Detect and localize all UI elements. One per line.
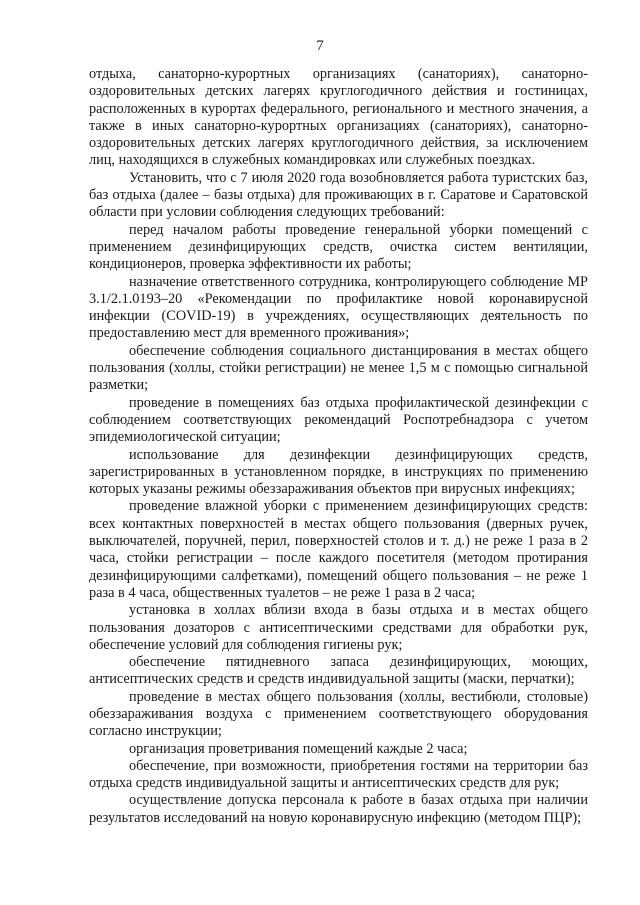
paragraph: перед началом работы проведение генеральной уборки помещений с применением дезинфицирующих средств, очистка систем вентиляции, кондиционеров, проверка эффективности их работы; (89, 221, 588, 273)
paragraph: использование для дезинфекции дезинфицирующих средств, зарегистрированных в установленном порядке, в инструкциях по применению которых указаны режимы обеззараживания объектов при вирусных инфекциях; (89, 446, 588, 498)
paragraph: назначение ответственного сотрудника, контролирующего соблюдение МР 3.1/2.1.0193–20 «Рекомендации по профилактике новой коронавирусной инфекции (COVID-19) в учреждениях, осуществляющих деятельность по предоставлению мест для временного проживания»; (89, 273, 588, 342)
paragraph: установка в холлах вблизи входа в базы отдыха и в местах общего пользования дозаторов с антисептическими средствами для обработки рук, обеспечение условий для соблюдения гигиены рук; (89, 602, 588, 653)
page-number: 7 (316, 38, 324, 54)
paragraph: проведение в помещениях баз отдыха профилактической дезинфекции с соблюдением соответствующих рекомендаций Роспотребнадзора с учетом эпидемиологической ситуации; (89, 394, 588, 446)
paragraph: осуществление допуска персонала к работе в базах отдыха при наличии результатов исследований на новую коронавирусную инфекцию (методом ПЦР); (89, 792, 588, 826)
paragraph: обеспечение пятидневного запаса дезинфицирующих, моющих, антисептических средств и средств индивидуальной защиты (маски, перчатки); (89, 654, 588, 688)
paragraph: отдыха, санаторно-курортных организациях (санаториях), санаторно-оздоровительных детских лагерях круглогодичного действия и гостиницах, расположенных в курортах федерального, регионального и местного значения, а также в иных санаторно-курортных организациях (санаториях), санаторно-оздоровительных детских лагерях круглогодичного действия, за исключением лиц, находящихся в служебных командировках или служебных поездках. (89, 66, 588, 169)
paragraph: Установить, что с 7 июля 2020 года возобновляется работа туристских баз, баз отдыха (далее – базы отдыха) для проживающих в г. Саратове и Саратовской области при условии соблюдения следующих требований: (89, 169, 588, 221)
paragraph: проведение в местах общего пользования (холлы, вестибюли, столовые) обеззараживания воздуха с применением соответствующего оборудования согласно инструкции; (89, 688, 588, 740)
paragraph: обеспечение соблюдения социального дистанцирования в местах общего пользования (холлы, стойки регистрации) не менее 1,5 м с помощью сигнальной разметки; (89, 342, 588, 394)
paragraph: организация проветривания помещений каждые 2 часа; (129, 740, 468, 757)
paragraph: проведение влажной уборки с применением дезинфицирующих средств: всех контактных поверхностей в местах общего пользования (дверных ручек, выключателей, поручней, перил, поверхностей столов и т. д.) не реже 1 раза в 2 часа, стойки регистрации – после каждого посетителя (методом протирания дезинфицирующими салфетками), помещений общего пользования – не реже 1 раза в 4 часа, общественных туалетов – не реже 1 раза в 2 часа; (89, 498, 588, 601)
paragraph: обеспечение, при возможности, приобретения гостями на территории баз отдыха средств индивидуальной защиты и антисептических средств для рук; (89, 757, 588, 792)
document-body (89, 66, 588, 827)
